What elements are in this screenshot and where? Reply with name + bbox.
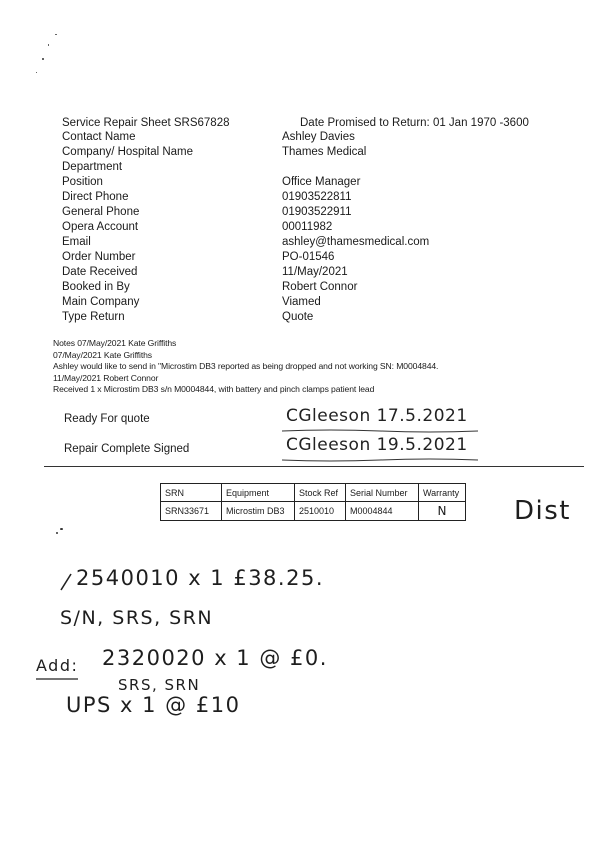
field-label: Order Number: [62, 251, 136, 263]
scan-speck: [48, 44, 49, 46]
sheet-header-label: Service Repair Sheet SRS67828: [62, 117, 230, 129]
ready-for-quote-label: Ready For quote: [64, 413, 150, 425]
field-label: Opera Account: [62, 221, 139, 233]
scan-speck: [56, 532, 58, 534]
column-header: SRN: [161, 484, 222, 502]
field-label: Main Company: [62, 296, 140, 308]
complete-signature: CGleeson 19.5.2021: [286, 435, 468, 455]
field-value: Office Manager: [282, 176, 361, 188]
field-label: Booked in By: [62, 281, 130, 293]
field-label: Company/ Hospital Name: [62, 146, 194, 158]
field-value: Robert Connor: [282, 281, 358, 293]
column-header: Equipment: [222, 484, 295, 502]
field-label: Direct Phone: [62, 191, 129, 203]
field-value: Quote: [282, 311, 314, 323]
field-label: Department: [62, 161, 123, 173]
table-cell: Microstim DB3: [222, 502, 295, 521]
equipment-table: [160, 483, 466, 521]
date-promised: Date Promised to Return: 01 Jan 1970 -3600: [300, 117, 529, 129]
scan-speck: [60, 528, 63, 530]
table-cell: 2510010: [295, 502, 346, 521]
field-value: Viamed: [282, 296, 321, 308]
repair-complete-label: Repair Complete Signed: [64, 443, 190, 455]
field-label: Position: [62, 176, 103, 188]
note-line: Received 1 x Microstim DB3 s/n M0004844, with battery and pinch clamps patient lead: [53, 384, 375, 394]
field-value: ashley@thamesmedical.com: [282, 236, 430, 248]
handwritten-dist: Dist: [514, 496, 571, 526]
handwritten-line-3: 2320020 x 1 @ £0.: [102, 646, 328, 670]
table-row: [161, 502, 466, 521]
column-header: Stock Ref: [295, 484, 346, 502]
table-header-row: [161, 484, 466, 502]
add-underline: [34, 676, 80, 682]
field-value: 11/May/2021: [282, 266, 348, 278]
field-value: 01903522811: [282, 191, 352, 203]
field-label: Type Return: [62, 311, 125, 323]
field-value: Ashley Davies: [282, 131, 355, 143]
field-value: 01903522911: [282, 206, 352, 218]
handwritten-add-label: Add:: [36, 656, 79, 675]
signature-underline: [280, 457, 480, 463]
handwritten-line-4: SRS, SRN: [118, 676, 201, 694]
scan-speck: [36, 72, 37, 73]
section-divider: [44, 466, 584, 467]
field-value: PO-01546: [282, 251, 335, 263]
note-line: Ashley would like to send in "Microstim DB3 reported as being dropped and not working SN: M0004844.: [53, 361, 439, 371]
handwritten-line-1: 2540010 x 1 £38.25.: [76, 566, 324, 590]
table-cell: SRN33671: [161, 502, 222, 521]
handwritten-line-5: UPS x 1 @ £10: [66, 693, 241, 717]
scan-speck: [55, 34, 57, 35]
field-label: General Phone: [62, 206, 140, 218]
field-label: Date Received: [62, 266, 138, 278]
field-value: 00011982: [282, 221, 333, 233]
note-line: 11/May/2021 Robert Connor: [53, 373, 159, 383]
column-header: Warranty: [419, 484, 466, 502]
scan-speck: [42, 58, 44, 60]
signature-underline: [280, 428, 480, 434]
table-cell: N: [419, 502, 466, 521]
handwritten-line-2: S/N, SRS, SRN: [60, 607, 214, 629]
note-line: 07/May/2021 Kate Griffiths: [53, 350, 152, 360]
field-value: Thames Medical: [282, 146, 367, 158]
table-cell: M0004844: [346, 502, 419, 521]
field-label: Email: [62, 236, 91, 248]
note-line: Notes 07/May/2021 Kate Griffiths: [53, 338, 177, 348]
field-label: Contact Name: [62, 131, 136, 143]
strike-mark: [58, 572, 74, 592]
ready-signature: CGleeson 17.5.2021: [286, 406, 468, 426]
column-header: Serial Number: [346, 484, 419, 502]
